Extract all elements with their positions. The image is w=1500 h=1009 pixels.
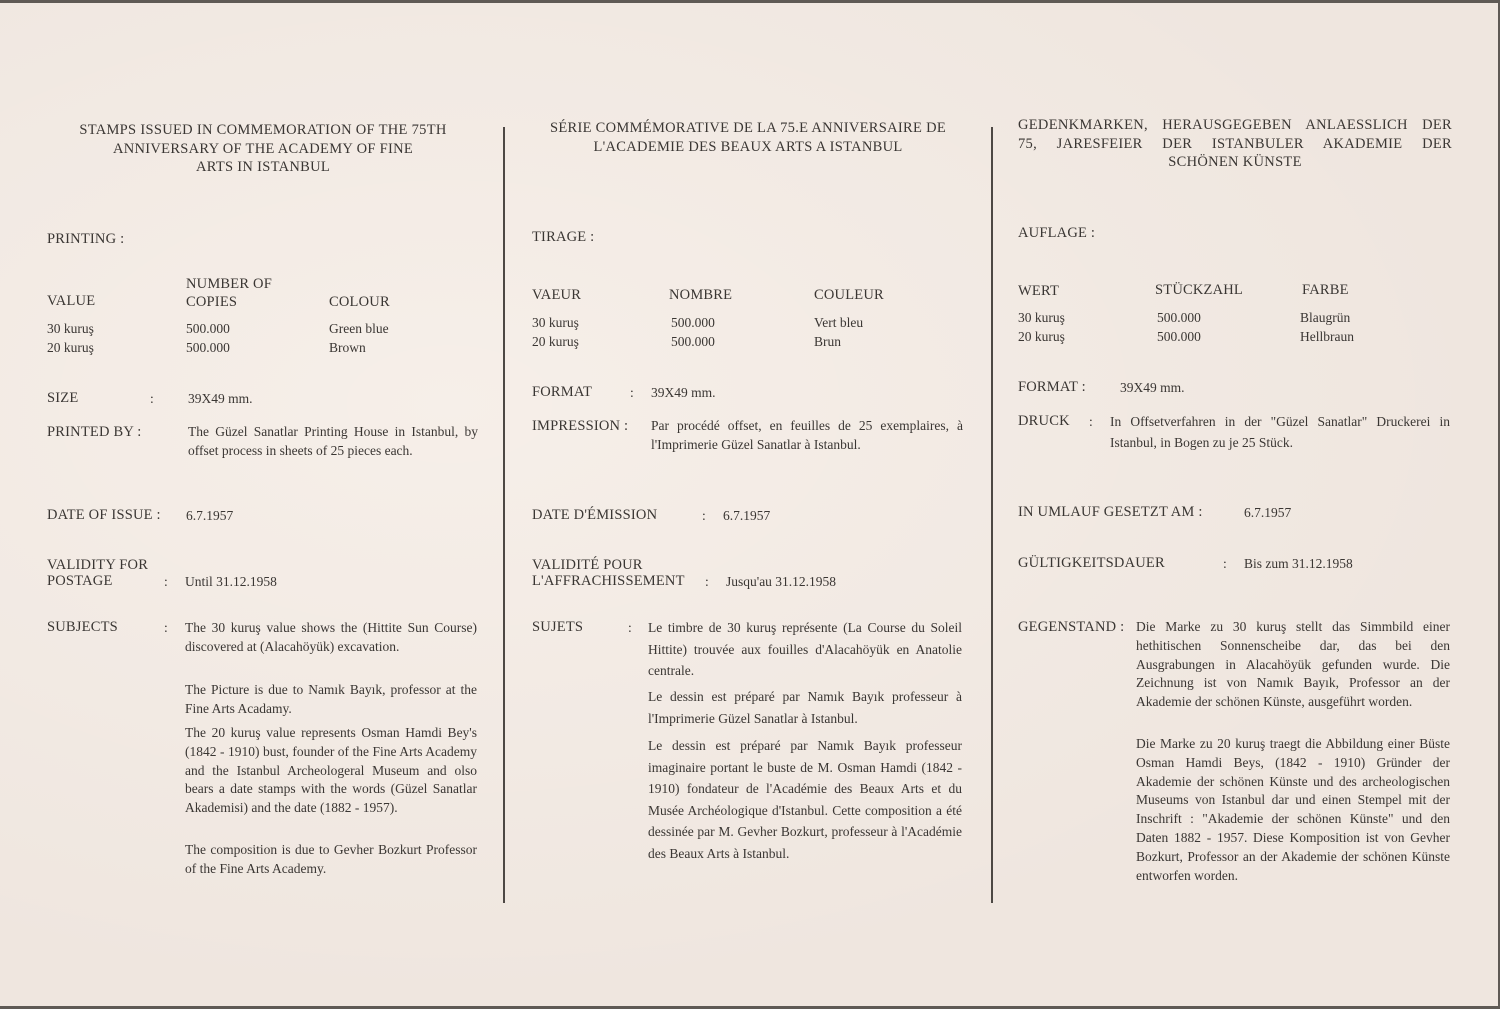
size-value: 39X49 mm. [188, 391, 253, 406]
printing-label: PRINTING : [47, 231, 125, 247]
row-value: 30 kuruş [1018, 310, 1065, 325]
row-copies: 500.000 [186, 340, 230, 355]
info-card [0, 3, 1498, 1006]
validity-label: VALIDITÉ POUR [532, 557, 643, 573]
size-label: SIZE [47, 390, 79, 406]
date-emission-label: DATE D'ÉMISSION [532, 507, 658, 523]
row-colour: Blaugrün [1300, 310, 1351, 325]
copies-column-header: NOMBRE [669, 287, 733, 303]
druck-value: In Offsetverfahren in der "Güzel Sanatlar" Druckerei in Istanbul, in Bogen zu je 25 Stück. [1110, 414, 1450, 450]
row-value: 30 kuruş [47, 321, 94, 336]
validity-label: GÜLTIGKEITSDAUER [1018, 555, 1165, 571]
row-value: 20 kuruş [47, 340, 94, 355]
subjects-label: SUBJECTS [47, 619, 118, 635]
printed-by-value: The Güzel Sanatlar Printing House in Istanbul, by offset process in sheets of 25 pieces each. [188, 424, 478, 458]
english-heading [47, 121, 479, 177]
validity-label: L'AFFRACHISSEMENT [532, 573, 685, 589]
printed-by-label: PRINTED BY : [47, 424, 142, 440]
french-heading-line: SÉRIE COMMÉMORATIVE DE LA 75.E ANNIVERSAIRE DE [549, 120, 947, 136]
german-heading-line: SCHÖNEN KÜNSTE [1168, 154, 1302, 170]
value-column-header: WERT [1018, 283, 1060, 299]
validity-label: VALIDITY FOR [47, 557, 149, 573]
subjects-separator: : [628, 620, 632, 635]
subject-paragraph: Die Marke zu 20 kuruş traegt die Abbildung einer Büste Osman Hamdi Beys, (1842 - 1910) Gründer der Akademie der schönen Künste und des archeologischen Museums von Istanbul dar und einen Stempel mit der Inschrift : "Akademie der schönen Künste" und den Daten 1882 - 1957. Diese Komposition ist von Gevher Bozkurt, Professor an der Akademie der schönen Künste entworfen worden. [1136, 736, 1450, 883]
tirage-label: TIRAGE : [532, 229, 595, 245]
date-emission-separator: : [702, 508, 706, 523]
english-heading-line: ARTS IN ISTANBUL [195, 159, 331, 175]
subject-paragraph: Le dessin est préparé par Namık Bayık professeur à l'Imprimerie Güzel Sanatlar à Istanbul. [648, 689, 962, 726]
column-divider [503, 127, 505, 903]
subject-paragraph: Le timbre de 30 kuruş représente (La Course du Soleil Hittite) trouvée aux fouilles d'Alacahöyük en Anatolie centrale. [648, 620, 962, 678]
impression-value: Par procédé offset, en feuilles de 25 exemplaires, à l'Imprimerie Güzel Sanatlar à Istanbul. [651, 418, 963, 452]
date-of-issue-label: DATE OF ISSUE : [47, 507, 161, 523]
french-column [532, 3, 964, 1003]
format-label: FORMAT [532, 384, 593, 400]
copies-column-header: STÜCKZAHL [1155, 282, 1243, 298]
column-divider [991, 127, 993, 903]
value-column-header: VAEUR [532, 287, 582, 303]
french-heading-line: L'ACADEMIE DES BEAUX ARTS A ISTANBUL [593, 138, 903, 155]
english-heading-line: ANNIVERSARY OF THE ACADEMY OF FINE [112, 140, 414, 157]
impression-label: IMPRESSION : [532, 418, 629, 434]
validity-value: Jusqu'au 31.12.1958 [726, 574, 837, 589]
english-heading-line: STAMPS ISSUED IN COMMEMORATION OF THE 75TH [79, 122, 447, 138]
row-copies: 500.000 [1157, 310, 1201, 325]
subject-paragraph: The composition is due to Gevher Bozkurt Professor of the Fine Arts Academy. [185, 842, 477, 876]
validity-separator: : [1223, 556, 1227, 571]
format-separator: : [630, 385, 634, 400]
subjects-label: GEGENSTAND : [1018, 619, 1125, 635]
validity-label: POSTAGE [47, 573, 113, 589]
format-value: 39X49 mm. [651, 385, 716, 400]
subjects-separator: : [164, 620, 168, 635]
row-copies: 500.000 [1157, 329, 1201, 344]
subject-paragraph: Le dessin est préparé par Namık Bayık professeur imaginaire portant le buste de M. Osman Hamdi (1842 - 1910) fondateur de l'Académie des Beaux Arts et du Musée Archéologique d'Istanbul. Cette composition a été dessinée par M. Gevher Bozkurt, professeur à l'Académie des Beaux Arts à Istanbul. [648, 738, 962, 861]
row-copies: 500.000 [671, 334, 715, 349]
copies-column-header: NUMBER OF COPIES [186, 276, 272, 310]
german-heading [1018, 116, 1452, 172]
validity-separator: : [164, 574, 168, 589]
date-label: IN UMLAUF GESETZT AM : [1018, 504, 1203, 520]
subject-paragraph: The 30 kuruş value shows the (Hittite Sun Course) discovered at (Alacahöyük) excavation. [185, 620, 477, 654]
subjects-label: SUJETS [532, 619, 584, 635]
colour-column-header: FARBE [1302, 282, 1349, 298]
value-column-header: VALUE [47, 293, 96, 309]
subject-paragraph: Die Marke zu 30 kuruş stellt das Simmbild einer hethitischen Sonnenscheibe dar, das bei den Ausgrabungen in Alacahöyük gefunden wurde. Die Zeichnung ist von Namık Bayık, Professor an der Akademie der schönen Künste, ausgeführt worden. [1136, 619, 1450, 710]
subject-paragraph: The Picture is due to Namık Bayık, professor at the Fine Arts Acadamy. [185, 682, 477, 716]
druck-label: DRUCK [1018, 413, 1070, 429]
validity-value: Bis zum 31.12.1958 [1244, 556, 1353, 571]
row-colour: Brun [814, 334, 841, 349]
druck-separator: : [1089, 414, 1093, 429]
auflage-label: AUFLAGE : [1018, 225, 1096, 241]
size-separator: : [150, 391, 154, 406]
row-value: 20 kuruş [532, 334, 579, 349]
german-heading-line: GEDENKMARKEN, HERAUSGEGEBEN ANLAESSLICH DER [1018, 117, 1452, 133]
german-column [1018, 3, 1452, 1003]
row-colour: Green blue [329, 321, 389, 336]
date-of-issue-value: 6.7.1957 [186, 508, 234, 523]
row-colour: Vert bleu [814, 315, 864, 330]
row-value: 20 kuruş [1018, 329, 1065, 344]
subject-paragraph: The 20 kuruş value represents Osman Hamdi Bey's (1842 - 1910) bust, founder of the Fine Arts Academy and the Istanbul Archeologeral Museum and olso bears a date stamps with the words (Güzel Sanatlar Akademisi) and the date (1882 - 1957). [185, 725, 477, 816]
french-heading [532, 119, 964, 156]
row-value: 30 kuruş [532, 315, 579, 330]
row-copies: 500.000 [186, 321, 230, 336]
validity-separator: : [705, 574, 709, 589]
english-column [47, 3, 479, 1003]
format-label: FORMAT : [1018, 379, 1086, 395]
german-heading-line: 75, JARESFEIER DER ISTANBULER AKADEMIE DER [1018, 135, 1452, 152]
colour-column-header: COLOUR [329, 294, 390, 310]
format-value: 39X49 mm. [1120, 380, 1185, 395]
colour-column-header: COULEUR [814, 287, 884, 303]
validity-value: Until 31.12.1958 [185, 574, 277, 589]
date-value: 6.7.1957 [1244, 505, 1292, 520]
row-colour: Brown [329, 340, 366, 355]
row-colour: Hellbraun [1300, 329, 1354, 344]
row-copies: 500.000 [671, 315, 715, 330]
date-emission-value: 6.7.1957 [723, 508, 771, 523]
